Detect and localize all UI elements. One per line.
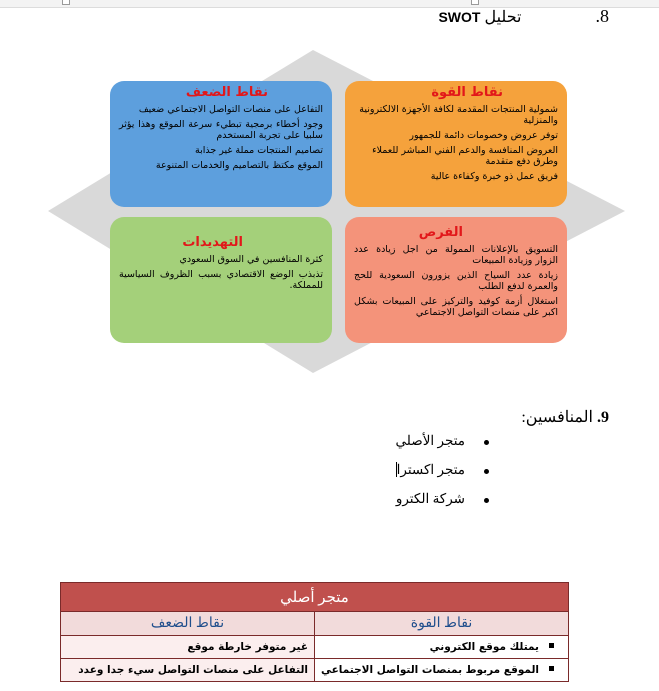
- list-item[interactable]: [396, 462, 489, 491]
- table-cell[interactable]: [315, 636, 569, 659]
- strength-item: فريق عمل ذو خبرة وكفاءة عالية: [430, 171, 558, 182]
- swot-diagram: [40, 45, 630, 377]
- competitor-name: متجر الأصلي: [395, 433, 465, 448]
- weakness-item: وجود أخطاء برمجية تبطيء سرعة الموقع وهذا يؤثر سلبيا على تجربة المستخدم: [119, 119, 323, 141]
- strengths-box: [345, 81, 567, 207]
- table-row: [61, 659, 569, 682]
- cell-text: الموقع مربوط بمنصات التواصل الاجتماعي: [321, 664, 539, 676]
- threats-title: التهديدات: [182, 235, 243, 250]
- section-number: 8.: [595, 6, 609, 26]
- strength-item: توفر عروض وخصومات دائمة للجمهور: [409, 130, 558, 141]
- strengths-title: نقاط القوة: [431, 85, 503, 100]
- section-8-heading: [438, 6, 609, 27]
- bullet-icon: [484, 440, 489, 445]
- bullet-icon: [549, 643, 554, 648]
- weakness-item: التفاعل على منصات التواصل الاجتماعي ضعيف: [138, 104, 323, 115]
- section-9-heading: [521, 407, 609, 427]
- threats-box: [110, 217, 332, 343]
- competitors-list: [396, 433, 489, 520]
- section-title: المنافسين:: [521, 409, 593, 426]
- opportunity-item: استغلال أزمة كوفيد والتركيز على المبيعات بشكل اكبر على منصات التواصل الاجتماعي: [354, 296, 558, 318]
- competitor-name: شركة الكترو: [395, 491, 465, 506]
- strength-item: العروض المنافسة والدعم الفني المباشر للعملاء وطرق دفع متقدمة: [372, 145, 558, 167]
- bullet-icon: [549, 666, 554, 671]
- section-title-english: SWOT: [438, 9, 481, 25]
- cell-text: غير متوفر خارطة موقع: [187, 641, 308, 653]
- section-title-arabic: تحليل: [484, 9, 522, 26]
- table-cell[interactable]: [315, 659, 569, 682]
- tab-stop-marker[interactable]: [471, 0, 479, 5]
- opportunity-item: زيادة عدد السياح الذين يزورون السعودية للحج والعمرة لدفع الطلب: [354, 270, 558, 292]
- bullet-icon: [484, 498, 489, 503]
- table-cell[interactable]: [61, 636, 315, 659]
- weakness-item: تصاميم المنتجات مملة غير جذابة: [195, 145, 323, 156]
- table-row: [61, 636, 569, 659]
- opportunity-item: التسويق بالإعلانات الممولة من اجل زيادة عدد الزوار وزيادة المبيعات: [354, 244, 558, 266]
- opportunities-box: [345, 217, 567, 343]
- bullet-icon: [484, 469, 489, 474]
- weaknesses-title: نقاط الضعف: [185, 85, 268, 100]
- threat-item: تذبذب الوضع الاقتصادي بسبب الظروف السياسية للمملكة.: [119, 269, 323, 291]
- table-title: متجر أصلي: [61, 583, 569, 612]
- competitor-name: متجر اكسترا: [396, 462, 465, 477]
- column-header-strength: نقاط القوة: [315, 612, 569, 636]
- competitor-table: [60, 582, 569, 682]
- list-item[interactable]: [396, 433, 489, 462]
- weaknesses-box: [110, 81, 332, 207]
- threat-item: كثرة المنافسين في السوق السعودي: [179, 254, 323, 265]
- tab-stop-marker[interactable]: [62, 0, 70, 5]
- list-item[interactable]: [396, 491, 489, 520]
- section-number: 9.: [597, 409, 609, 426]
- cell-text: يمتلك موقع الكتروني: [429, 641, 539, 653]
- cell-text: التفاعل على منصات التواصل سيء جدا وعدد: [78, 664, 308, 676]
- strength-item: شمولية المنتجات المقدمة لكافة الأجهزة الالكترونية والمنزلية: [359, 104, 558, 126]
- weakness-item: الموقع مكتظ بالتصاميم والخدمات المتنوعة: [155, 160, 323, 171]
- table-cell[interactable]: [61, 659, 315, 682]
- column-header-weakness: نقاط الضعف: [61, 612, 315, 636]
- opportunities-title: الفرص: [418, 225, 463, 240]
